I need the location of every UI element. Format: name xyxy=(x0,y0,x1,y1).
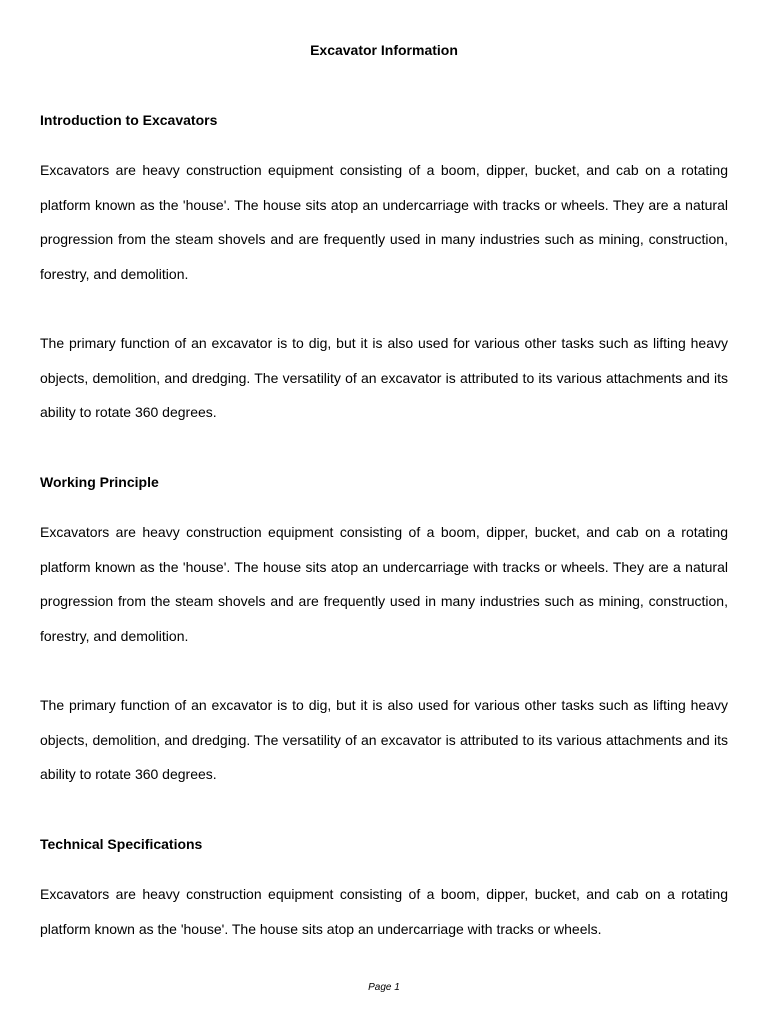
paragraph: The primary function of an excavator is to dig, but it is also used for various other tasks such as lifting heavy objects, demolition, and dredging. The versatility of an excavator is attributed to its various attachments and its ability to rotate 360 degrees. xyxy=(40,697,728,782)
page-number: Page 1 xyxy=(368,982,400,993)
document-title: Excavator Information xyxy=(310,42,458,58)
paragraph: Excavators are heavy construction equipment consisting of a boom, dipper, bucket, and cab on a rotating platform known as the 'house'. The house sits atop an undercarriage with tracks or wheels. They are a natural progression from the steam shovels and are frequently used in many industries such as mining, construction, forestry, and demolition. xyxy=(40,162,728,282)
paragraph: The primary function of an excavator is to dig, but it is also used for various other tasks such as lifting heavy objects, demolition, and dredging. The versatility of an excavator is attributed to its various attachments and its ability to rotate 360 degrees. xyxy=(40,335,728,420)
section-heading-introduction: Introduction to Excavators xyxy=(40,112,218,128)
paragraph: Excavators are heavy construction equipment consisting of a boom, dipper, bucket, and cab on a rotating platform known as the 'house'. The house sits atop an undercarriage with tracks or wheels. xyxy=(40,886,728,937)
paragraph: Excavators are heavy construction equipment consisting of a boom, dipper, bucket, and cab on a rotating platform known as the 'house'. The house sits atop an undercarriage with tracks or wheels. They are a natural progression from the steam shovels and are frequently used in many industries such as mining, construction, forestry, and demolition. xyxy=(40,524,728,644)
section-heading-working-principle: Working Principle xyxy=(40,474,159,490)
section-heading-technical-specifications: Technical Specifications xyxy=(40,836,203,852)
